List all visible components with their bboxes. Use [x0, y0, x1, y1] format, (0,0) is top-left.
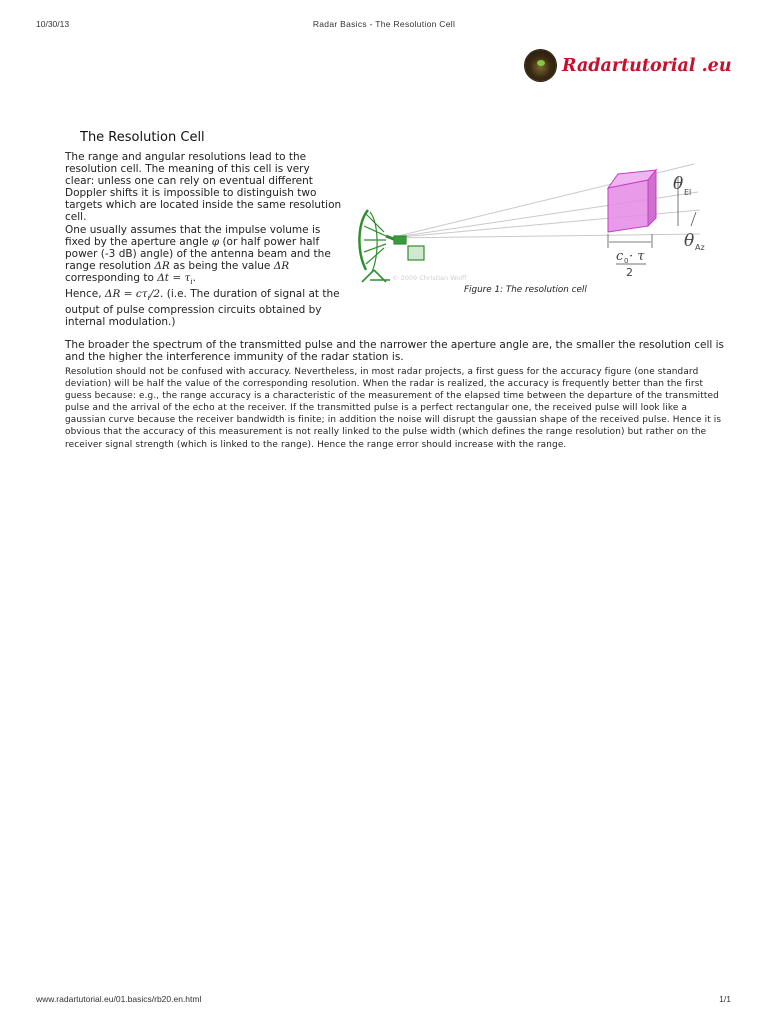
- radar-antenna-icon: [359, 210, 424, 282]
- label-theta-el-sub: El: [684, 188, 692, 197]
- footer-url: www.radartutorial.eu/01.basics/rb20.en.html: [36, 994, 202, 1004]
- paragraph-hence-formula: Hence, $\Delta R = c\tau_i/2$. (i.e. The duration of signal at the output of pulse compression circuits obtained by internal modulation.): [65, 288, 340, 329]
- intro-column: [65, 151, 342, 329]
- footer-page-number: 1/1: [719, 994, 731, 1004]
- figure-caption: Figure 1: The resolution cell: [464, 285, 587, 295]
- paragraph-accuracy: Resolution should not be confused with accuracy. Nevertheless, in most radar projects, a first guess for the accuracy figure (one standard deviation) will be half the value of the corresponding resolution. When the radar is realized, the accuracy is frequently better than the first guess because: e.g., the range accuracy is a characteristic of the measurement of the elapsed time between the departure of the transmitted pulse and the arrival of the echo at the receiver. If the transmitted pulse is a perfect rectangular one, the received pulse will look like a gaussian curve because the receiver bandwidth is finite; in addition the noise will disrupt the gaussian shape of the received pulse. Hence it is obvious that the accuracy of this measurement is not really linked to the pulse width (which defines the range resolution) but rather on the receiver signal strength (which is linked to the range). Hence the range error should increase with the range.: [65, 367, 722, 450]
- label-denominator: 2: [626, 266, 633, 279]
- label-theta-az-sub: Az: [695, 243, 705, 252]
- print-footer: [0, 994, 768, 1006]
- figure-watermark: © 2009 Christian Wolff: [392, 274, 467, 282]
- paragraph-resolution-cell: The range and angular resolutions lead to the resolution cell. The meaning of this cell is very clear: unless one can rely on eventual different Doppler shifts it is impossible to distinguish two targets which are located inside the same resolution cell.: [65, 151, 342, 224]
- figure-resolution-cell: [350, 152, 735, 287]
- radar-globe-icon: [525, 50, 556, 81]
- resolution-cell-diagram: [350, 152, 735, 287]
- print-page-title: Radar Basics - The Resolution Cell: [312, 19, 456, 29]
- label-theta-az: θ: [684, 231, 695, 251]
- print-date: 10/30/13: [36, 19, 70, 29]
- logo-text: Radartutorial .eu: [562, 56, 732, 76]
- paragraph-impulse-volume: One usually assumes that the impulse volume is fixed by the aperture angle φ (or half power half power (-3 dB) angle) of the antenna beam and the range resolution ΔR as being the value ΔR corresponding to $\Delta t = \tau_i$.: [65, 223, 331, 287]
- page-title: The Resolution Cell: [80, 129, 205, 145]
- paragraph-spectrum: The broader the spectrum of the transmitted pulse and the narrower the aperture angle are, the smaller the resolution cell is and the higher the interference immunity of the radar station is.: [65, 339, 725, 364]
- label-theta-el: θ: [673, 174, 684, 194]
- label-tau: · τ: [629, 249, 645, 264]
- label-c0: c: [616, 249, 624, 264]
- print-header: [0, 19, 768, 31]
- label-c0-sub: 0: [624, 257, 629, 265]
